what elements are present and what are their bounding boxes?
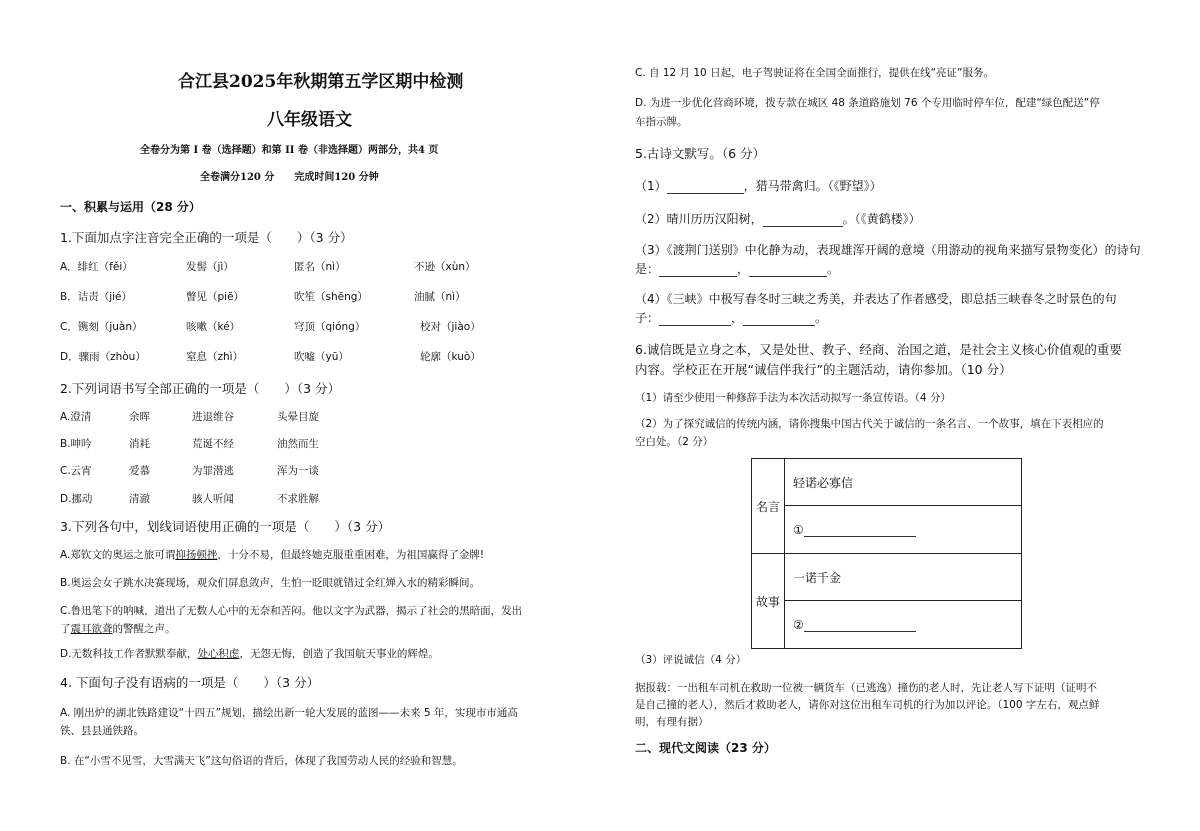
q4-option-a-line2: 铁、县县通铁路。 (60, 725, 144, 737)
q3-option-d-post: ，无怨无悔，创造了我国航天事业的辉煌。 (239, 648, 439, 660)
q2-option-c-3: 为罪潜逃 (192, 465, 234, 477)
q6-part1: （1）请至少使用一种修辞手法为本次活动拟写一条宣传语。（4 分） (635, 392, 951, 404)
q1-option-c-4: 校对（jiào） (420, 321, 481, 333)
q3-option-c-post: 的警醒之声。 (112, 623, 176, 635)
q1-option-d-3: 吹嘘（yū） (294, 351, 349, 363)
table-story-blank-line[interactable] (804, 631, 916, 632)
table-story-blank-number: ② (793, 617, 804, 632)
q4-stem: 4. 下面句子没有语病的一项是（ ）（3 分） (60, 675, 320, 690)
q2-option-d-2: 清澈 (129, 493, 150, 505)
table-label-quote: 名言 (752, 459, 785, 554)
q2-option-d-3: 骇人听闻 (192, 493, 234, 505)
q5-blank-3b[interactable] (749, 276, 827, 277)
q3-option-c-underlined: 震耳欲聋 (70, 623, 113, 635)
q5-blank-2[interactable] (763, 226, 843, 227)
section-1-title: 一、积累与运用（28 分） (60, 200, 201, 214)
q6-stem-line2: 内容。学校正在开展“诚信伴我行”的主题活动，请你参加。（10 分） (635, 362, 1012, 377)
q3-stem: 3.下列各句中，划线词语使用正确的一项是（ ）（3 分） (60, 519, 391, 534)
q1-option-a-4: 不逊（xùn） (414, 261, 476, 273)
q1-option-b-1: B．诘责（jié） (60, 291, 132, 303)
q6-stem-line1: 6.诚信既是立身之本，又是处世、教子、经商、治国之道，是社会主义核心价值观的重要 (635, 342, 1122, 357)
q5-line3b (635, 260, 839, 277)
q4-option-d-line1: D. 为进一步优化营商环境，拨专款在城区 48 条道路施划 76 个专用临时停车位，配建“绿色配送”停 (635, 97, 1100, 109)
section-2-title: 二、现代文阅读（23 分） (635, 741, 776, 755)
q1-option-b-4: 油腻（nì） (414, 291, 466, 303)
q5-line4b-sep: ， (731, 311, 744, 325)
table-story-given: 一诺千金 (785, 554, 1022, 601)
q5-line1 (635, 177, 882, 194)
q5-stem: 5.古诗文默写。（6 分） (635, 146, 766, 161)
q5-line2-pre: （2）晴川历历汉阳树， (635, 212, 763, 226)
q5-line2-post: 。（《黄鹤楼》） (842, 212, 921, 226)
q1-option-c-2: 咳嗽（ké） (186, 321, 241, 333)
q2-option-d-4: 不求胜解 (277, 493, 319, 505)
q2-option-a-1: A.澄清 (60, 411, 92, 423)
q2-stem: 2.下列词语书写全部正确的一项是（ ）（3 分） (60, 381, 341, 396)
q1-option-d-2: 窒息（zhì） (186, 351, 244, 363)
q4-option-d-line2: 车指示牌。 (635, 116, 688, 128)
q5-line3a: （3）《渡荆门送别》中化静为动，表现雄浑开阔的意境（用游动的视角来描写景物变化）的诗句 (635, 243, 1141, 257)
q6-part3-body-line3: 明，有理有据） (635, 716, 709, 728)
q5-line3b-pre: 是： (635, 262, 660, 276)
table-quote-given: 轻诺必寡信 (785, 459, 1022, 506)
q3-option-d-pre: D.无数科技工作者默默奉献， (60, 648, 198, 660)
q5-line1-post: ，猎马带禽归。（《野望》） (743, 179, 882, 193)
q2-option-b-4: 油然而生 (277, 438, 319, 450)
q5-line4b (635, 309, 827, 326)
q6-part3-body-line2: 是自己撞的老人），然后才救助老人，请你对这位出租车司机的行为加以评论。（100 字左右，观点鲜 (635, 699, 1100, 711)
q5-line3b-end: 。 (827, 262, 840, 276)
q3-option-b: B.奥运会女子跳水决赛现场，观众们屏息敛声，生怕一眨眼就错过全红婵入水的精彩瞬间。 (60, 577, 481, 589)
q6-part3: （3）评说诚信（4 分） (635, 654, 747, 666)
q1-option-c-3: 穹顶（qióng） (294, 321, 366, 333)
q1-option-b-3: 吹笙（shēng） (294, 291, 368, 303)
q6-part2-line1: （2）为了探究诚信的传统内涵，请你搜集中国古代关于诚信的一条名言、一个故事，填在下表相应的 (635, 418, 1104, 430)
q2-option-c-4: 浑为一谈 (277, 465, 319, 477)
q3-option-d-underlined: 处心积虑 (197, 648, 240, 660)
q6-part2-line2: 空白处。（2 分） (635, 436, 714, 448)
q2-option-c-2: 爱慕 (129, 465, 150, 477)
q5-line4b-pre: 子： (635, 311, 660, 325)
q3-option-c-line2 (60, 621, 176, 636)
q5-line4a: （4）《三峡》中极写春冬时三峡之秀美，并表达了作者感受，即总括三峡春冬之时景色的句 (635, 292, 1117, 306)
q6-part3-body-line1: 据报载：一出租车司机在救助一位被一辆货车（已逃逸）撞伤的老人时，先让老人写下证明（证明不 (635, 682, 1097, 694)
q3-option-d (60, 646, 439, 661)
q2-option-b-3: 荒诞不经 (192, 438, 234, 450)
q2-option-c-1: C.云宵 (60, 465, 92, 477)
q1-option-a-3: 匿名（nì） (294, 261, 346, 273)
exam-title: 合江县2025年秋期第五学区期中检测 (178, 72, 464, 92)
table-quote-blank-number: ① (793, 522, 804, 537)
q3-option-c-line1: C.鲁迅笔下的呐喊，道出了无数人心中的无奈和苦闷。他以文字为武器，揭示了社会的黑暗面，发出 (60, 605, 523, 617)
q2-option-b-1: B.呻吟 (60, 438, 92, 450)
q1-stem: 1.下面加点字注音完全正确的一项是（ ）（3 分） (60, 230, 353, 245)
q3-option-a (60, 547, 484, 562)
q3-option-c-pre: 了 (60, 623, 71, 635)
q3-option-a-underlined: 抑扬顿挫 (175, 549, 218, 561)
q5-blank-1[interactable] (667, 193, 744, 194)
q3-option-a-post: ，十分不易，但最终她克服重重困难，为祖国赢得了金牌! (217, 549, 485, 561)
table-quote-answer-cell[interactable] (785, 506, 1022, 554)
q1-option-d-1: D．骤雨（zhòu） (60, 351, 146, 363)
exam-note-parts: 全卷分为第 I 卷（选择题）和第 II 卷（非选择题）两部分，共4 页 (140, 145, 439, 156)
q5-line2 (635, 210, 921, 227)
q2-option-a-2: 余晖 (129, 411, 150, 423)
q1-option-d-4: 轮廓（kuò） (420, 351, 481, 363)
table-quote-blank-line[interactable] (804, 536, 916, 537)
q2-option-a-3: 进退维谷 (192, 411, 234, 423)
q4-option-c: C. 自 12 月 10 日起，电子驾驶证将在全国全面推行，提供在线“亮证”服务。 (635, 67, 994, 79)
q4-option-a-line1: A. 刚出炉的湖北铁路建设“十四五”规划，描绘出新一轮大发展的蓝图——未来 5 年，实现市市通高 (60, 707, 518, 719)
q1-option-b-2: 瞥见（piē） (186, 291, 245, 303)
q5-blank-4b[interactable] (743, 325, 815, 326)
q5-blank-3a[interactable] (659, 276, 737, 277)
table-label-story: 故事 (752, 554, 785, 649)
q2-option-b-2: 消耗 (129, 438, 150, 450)
table-story-answer-cell[interactable] (785, 601, 1022, 649)
q2-option-a-4: 头晕目旋 (277, 411, 319, 423)
q4-option-b: B. 在“小雪不见雪，大雪满天飞”这句俗语的背后，体现了我国劳动人民的经验和智慧。 (60, 755, 463, 767)
exam-note-score: 全卷满分120 分 完成时间120 分钟 (200, 172, 379, 183)
q2-option-d-1: D.挪动 (60, 493, 93, 505)
q1-option-c-1: C．镌刻（juàn） (60, 321, 143, 333)
subject-title: 八年级语文 (267, 110, 352, 130)
q5-line3b-sep: ， (737, 262, 750, 276)
q3-option-a-pre: A.郑钦文的奥运之旅可谓 (60, 549, 176, 561)
q5-blank-4a[interactable] (659, 325, 731, 326)
q5-line4b-end: 。 (815, 311, 828, 325)
q1-option-a-1: A．绯红（fěi） (60, 261, 133, 273)
integrity-table (751, 458, 1022, 649)
q5-line1-pre: （1） (635, 179, 667, 193)
q1-option-a-2: 发髻（jì） (186, 261, 234, 273)
